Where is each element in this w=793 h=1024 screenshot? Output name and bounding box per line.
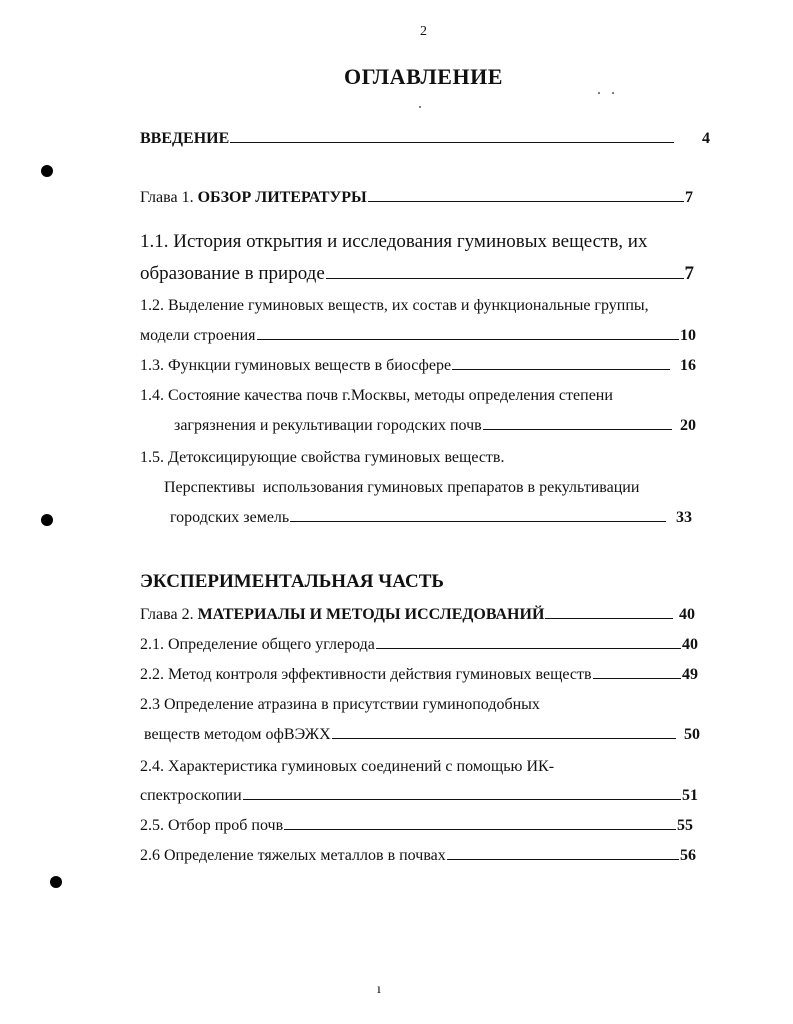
toc-page: 4 [702, 130, 710, 147]
toc-entry-chapter-2 [140, 606, 695, 624]
toc-entry-chapter-1 [140, 189, 693, 207]
leader-line [284, 829, 676, 830]
scan-speck [612, 92, 614, 94]
scan-speck [419, 106, 421, 108]
leader-line [332, 738, 676, 739]
page-title: ОГЛАВЛЕНИЕ [344, 64, 503, 89]
toc-label: образование в природе [140, 263, 325, 284]
toc-label: ВВЕДЕНИЕ [140, 130, 230, 147]
toc-entry-2-6 [140, 847, 696, 865]
toc-entry-intro [140, 130, 710, 148]
binder-hole-mark [41, 165, 53, 177]
toc-entry-1-4-line1: 1.4. Состояние качества почв г.Москвы, методы определения степени [140, 387, 613, 404]
toc-entry-2-4 [140, 787, 698, 805]
toc-entry-1-2 [140, 327, 696, 345]
toc-label: загрязнения и рекультивации городских почв [174, 417, 482, 434]
scan-speck [598, 92, 600, 94]
leader-line [545, 618, 673, 619]
page-number: 2 [420, 24, 427, 39]
toc-label: спектроскопии [140, 787, 242, 804]
toc-label: 2.2. Метод контроля эффективности действия гуминовых веществ [140, 666, 592, 683]
binder-hole-mark [41, 514, 53, 526]
toc-prefix: Глава 1. [140, 189, 198, 206]
footer-mark: ı [377, 982, 381, 997]
toc-label: городских земель [170, 509, 290, 526]
leader-line [376, 648, 681, 649]
toc-entry-1-5 [170, 509, 692, 527]
leader-line [447, 859, 679, 860]
toc-page: 20 [680, 417, 696, 434]
toc-entry-1-1 [140, 263, 694, 285]
toc-label: веществ методом офВЭЖХ [140, 726, 331, 743]
toc-entry-2-3-line1: 2.3 Определение атразина в присутствии гуминоподобных [140, 696, 540, 713]
leader-line [257, 339, 679, 340]
toc-entry-1-5-line1: 1.5. Детоксицирующие свойства гуминовых веществ. [140, 449, 505, 466]
toc-page: 10 [680, 327, 696, 344]
toc-label: ОБЗОР ЛИТЕРАТУРЫ [197, 189, 367, 206]
toc-label: 2.1. Определение общего углерода [140, 636, 375, 653]
toc-entry-2-1 [140, 636, 698, 654]
toc-label: 2.6 Определение тяжелых металлов в почвах [140, 847, 446, 864]
toc-entry-1-3 [140, 357, 696, 375]
toc-prefix: Глава 2. [140, 606, 198, 623]
toc-page: 55 [677, 817, 693, 834]
toc-page: 40 [682, 636, 698, 653]
toc-page: 51 [682, 787, 698, 804]
toc-label: модели строения [140, 327, 256, 344]
binder-hole-mark [50, 876, 62, 888]
toc-page: 7 [685, 189, 693, 206]
toc-page: 33 [676, 509, 692, 526]
toc-entry-1-1-line1: 1.1. История открытия и исследования гуминовых веществ, их [140, 231, 648, 252]
toc-entry-2-5 [140, 817, 693, 835]
toc-label: МАТЕРИАЛЫ И МЕТОДЫ ИССЛЕДОВАНИЙ [197, 606, 545, 623]
leader-line [593, 678, 681, 679]
leader-line [290, 521, 666, 522]
toc-page: 7 [684, 263, 694, 284]
toc-page: 40 [679, 606, 695, 623]
toc-entry-2-4-line1: 2.4. Характеристика гуминовых соединений с помощью ИК- [140, 758, 555, 775]
toc-entry-1-2-line1: 1.2. Выделение гуминовых веществ, их состав и функциональные группы, [140, 297, 649, 314]
toc-page: 16 [680, 357, 696, 374]
toc-entry-2-2 [140, 666, 698, 684]
toc-label: 2.5. Отбор проб почв [140, 817, 284, 834]
leader-line [452, 369, 670, 370]
toc-entry-1-5-line2: Перспективы использования гуминовых препаратов в рекультивации [164, 479, 640, 496]
section-heading-experimental: ЭКСПЕРИМЕНТАЛЬНАЯ ЧАСТЬ [140, 571, 444, 592]
toc-page: 56 [680, 847, 696, 864]
leader-line [483, 429, 672, 430]
toc-entry-1-4 [174, 417, 696, 435]
leader-line [230, 142, 674, 143]
leader-line [326, 278, 684, 279]
toc-label: 1.3. Функции гуминовых веществ в биосфере [140, 357, 452, 374]
leader-line [368, 201, 684, 202]
toc-page: 49 [682, 666, 698, 683]
toc-page: 50 [684, 726, 700, 743]
toc-entry-2-3 [140, 726, 700, 744]
leader-line [243, 799, 681, 800]
